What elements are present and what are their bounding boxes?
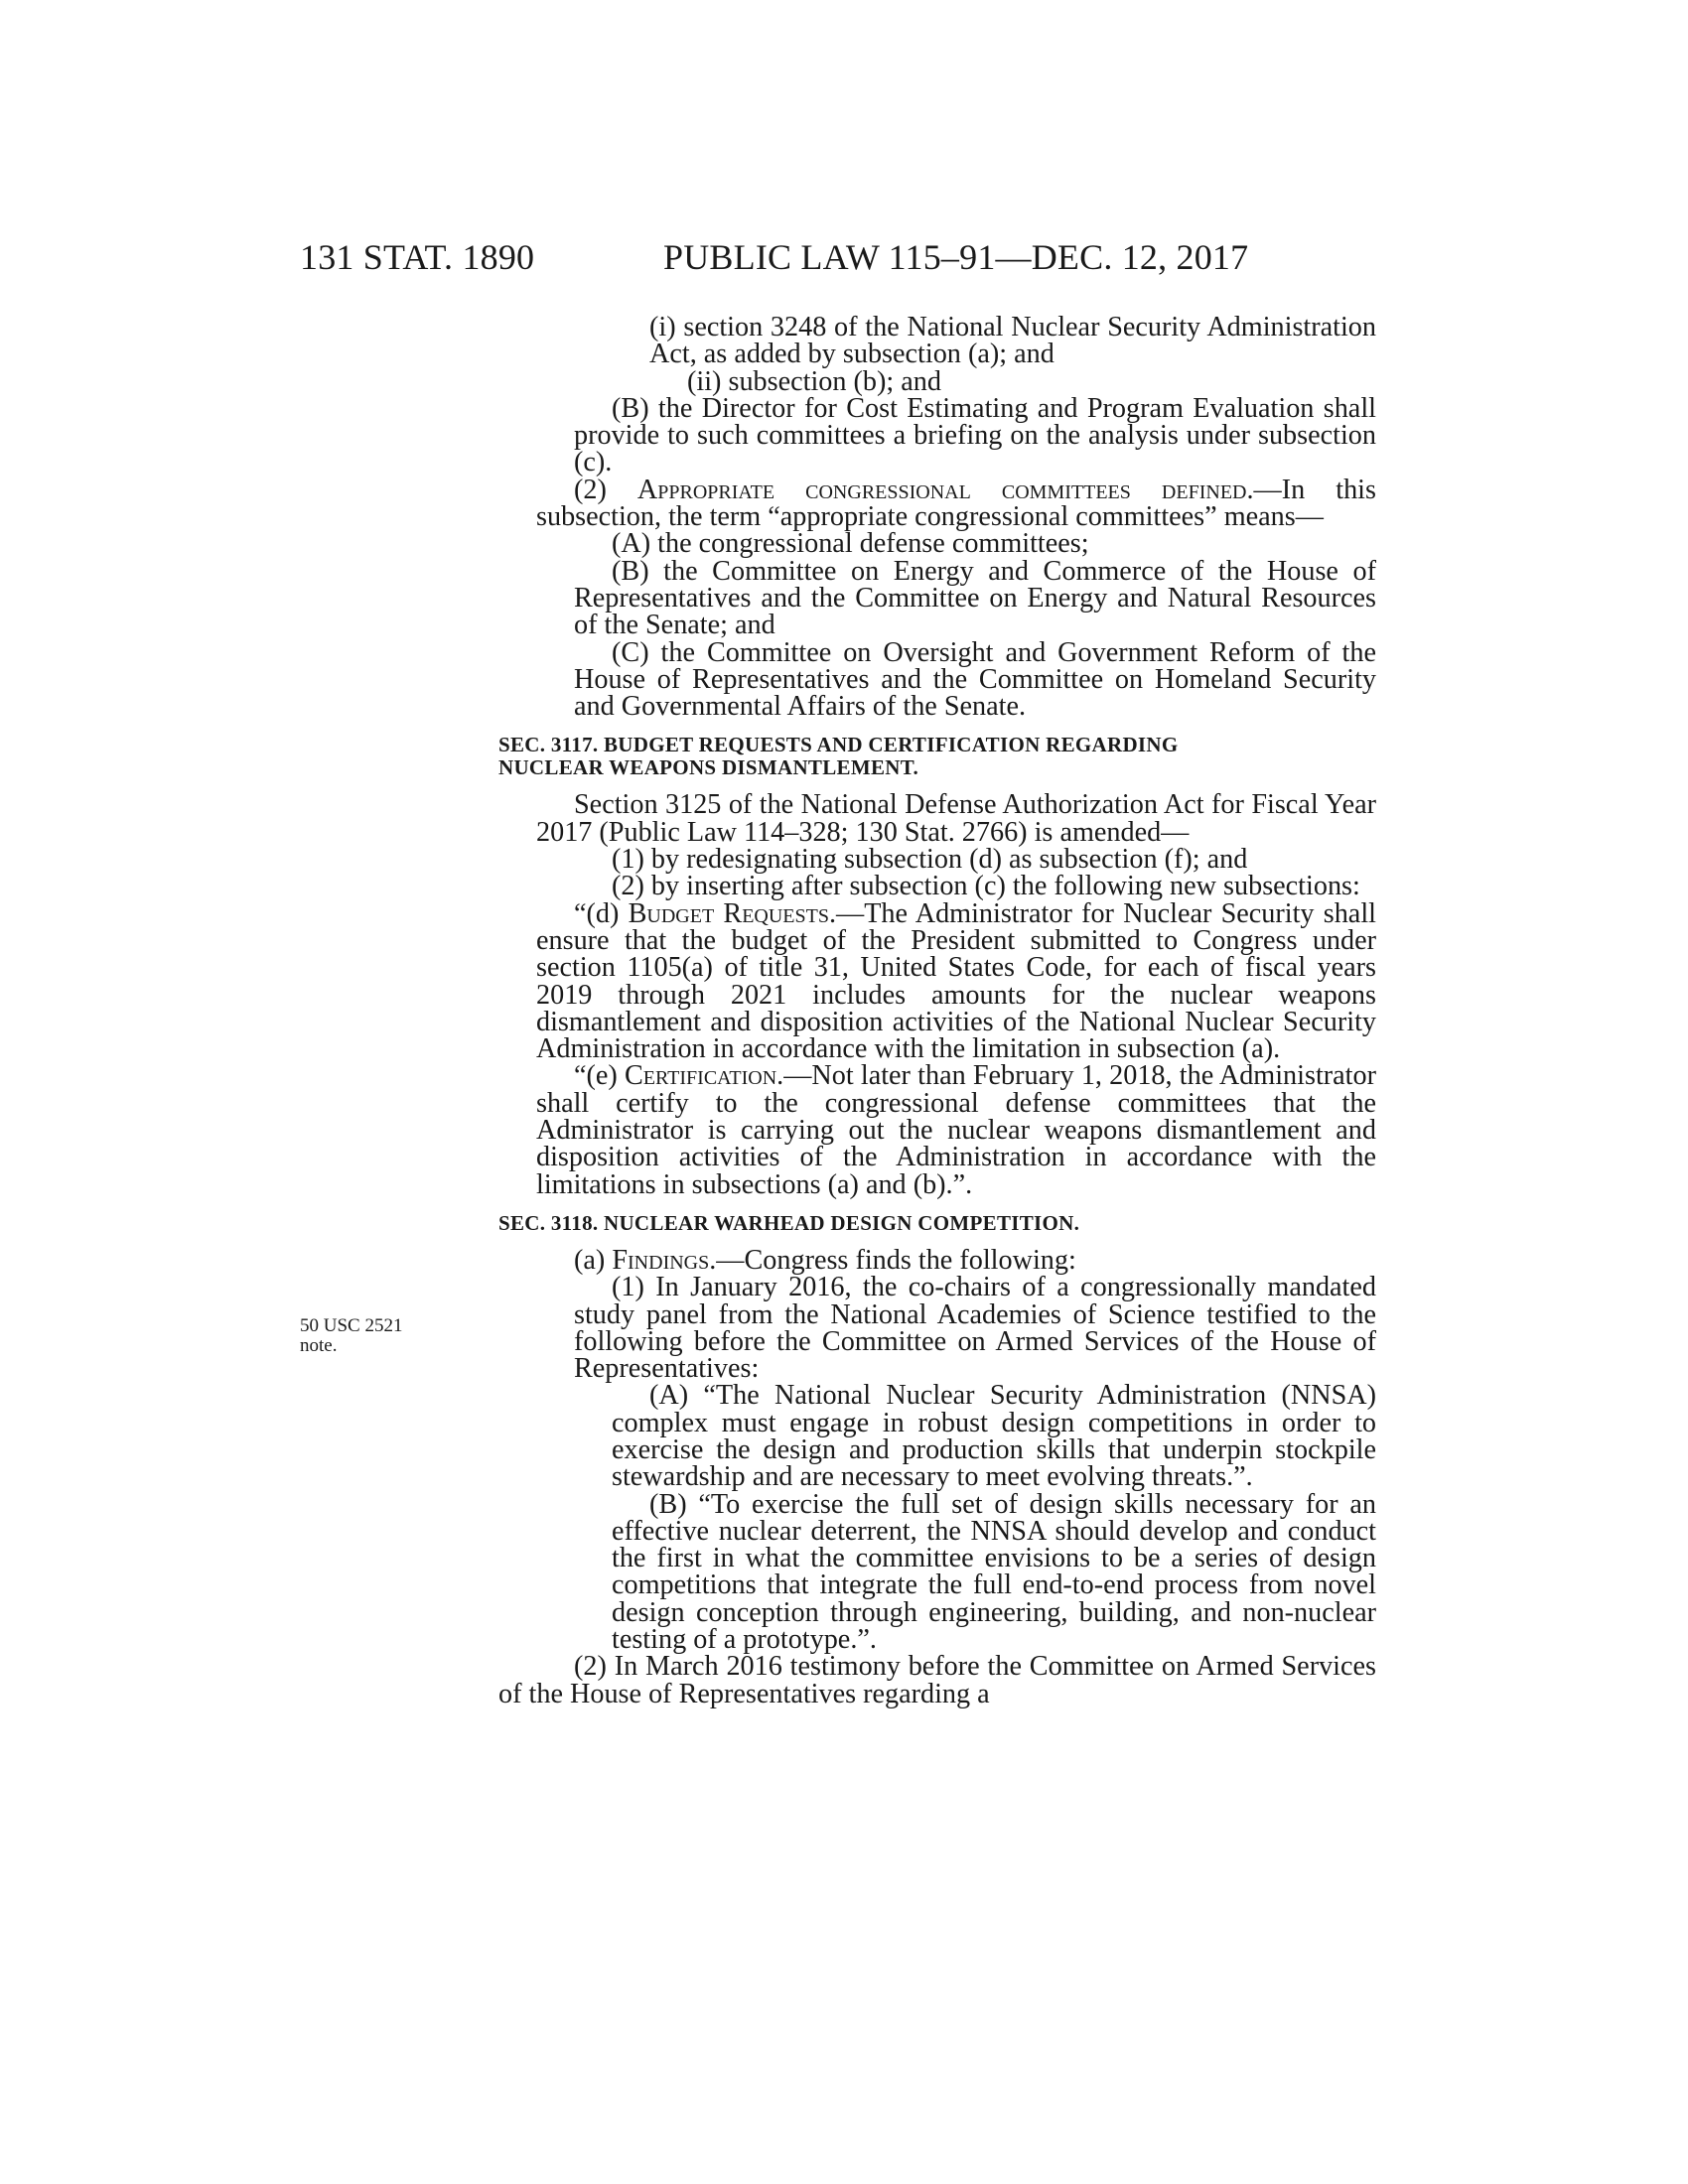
- clause-i: [498, 314, 1376, 368]
- running-header: PUBLIC LAW 115–91—DEC. 12, 2017: [663, 237, 1249, 277]
- clause-ii: (ii) subsection (b); and: [687, 365, 941, 397]
- subsection-heading: Findings: [612, 1244, 710, 1276]
- finding-2: (2) In March 2016 testimony before the Committee on Armed Services of the House of Representatives regarding a: [498, 1651, 1376, 1709]
- section-3117-heading: [498, 734, 1376, 779]
- subsection-text: .—The Administrator for Nuclear Security shall ensure that the budget of the President submitted to Congress under section 1105(a) of title 31, United States Code, for each of fiscal years 2019 through 2021 includes amounts for the nuclear weapons dismantlement and disposition activities of the National Nuclear Security Administration in accordance with the limitation in subsection (a).: [536, 897, 1376, 1065]
- subsection-text: .—Not later than February 1, 2018, the Administrator shall certify to the congressional defense committees that the Administrator is carrying out the nuclear weapons dismantlement and disposition activities of the Administration in accordance with the limitations in subsections (a) and (b).”.: [536, 1060, 1376, 1200]
- subsection-number: “(e): [574, 1060, 625, 1092]
- section-3118-heading: SEC. 3118. NUCLEAR WARHEAD DESIGN COMPETITION.: [498, 1210, 1080, 1235]
- paragraph-2-definitions: [498, 474, 1376, 533]
- finding-1: (1) In January 2016, the co-chairs of a congressionally mandated study panel from the National Academies of Science testified to the following before the Committee on Armed Services of the House of Representatives:: [574, 1272, 1376, 1385]
- margin-note-line1: 50 USC 2521: [300, 1315, 403, 1336]
- page-stat-number: 131 STAT. 1890: [300, 237, 535, 277]
- paragraph-number: (2): [574, 474, 637, 505]
- subparagraph-b2: (B) the Committee on Energy and Commerce of the House of Representatives and the Committee on Energy and Natural Resources of the Senate; and: [574, 555, 1376, 641]
- clause-i-text: (i) section 3248 of the National Nuclear Security Administration Act, as added by subsection (a); and: [649, 312, 1376, 370]
- document-body: [498, 314, 1376, 1707]
- amendment-2: (2) by inserting after subsection (c) the following new subsections:: [612, 871, 1360, 902]
- subparagraph-b: (B) the Director for Cost Estimating and Program Evaluation shall provide to such committees a briefing on the analysis under subsection (c).: [574, 392, 1376, 478]
- subsection-number: “(d): [574, 897, 629, 929]
- subsection-heading: Budget Requests: [628, 897, 829, 929]
- subparagraph-c: (C) the Committee on Oversight and Government Reform of the House of Representatives and the Committee on Homeland Security and Governmental Affairs of the Senate.: [574, 636, 1376, 723]
- subsection-a-findings: [498, 1244, 1376, 1276]
- section-3117-intro: Section 3125 of the National Defense Authorization Act for Fiscal Year 2017 (Public Law 114–328; 130 Stat. 2766) is amended—: [536, 789, 1376, 848]
- subparagraph-a: (A) the congressional defense committees;: [612, 528, 1089, 560]
- amendment-1: (1) by redesignating subsection (d) as subsection (f); and: [612, 844, 1248, 876]
- inserted-subsection-d: [498, 897, 1376, 1065]
- paragraph-text: .—In this subsection, the term “appropriate congressional committees” means—: [536, 474, 1376, 533]
- inserted-subsection-e: [498, 1060, 1376, 1200]
- finding-1-a: (A) “The National Nuclear Security Administration (NNSA) complex must engage in robust design competitions in order to exercise the design and production skills that underpin stockpile stewardship and are necessary to meet evolving threats.”.: [612, 1380, 1376, 1493]
- paragraph-heading: Appropriate congressional committees defined: [636, 474, 1247, 505]
- subsection-heading: Certification: [625, 1060, 777, 1092]
- margin-note-line2: note.: [300, 1335, 338, 1356]
- section-3117-title-line2: NUCLEAR WEAPONS DISMANTLEMENT.: [498, 755, 919, 780]
- finding-1-b: (B) “To exercise the full set of design skills necessary for an effective nuclear deterrent, the NNSA should develop and conduct the first in what the committee envisions to be a series of design competitions that integrate the full end-to-end process from novel design conception through engineering, building, and non-nuclear testing of a prototype.”.: [612, 1488, 1376, 1656]
- subsection-number: (a): [574, 1244, 613, 1276]
- margin-note: [300, 1316, 402, 1356]
- section-3117-title-line1: SEC. 3117. BUDGET REQUESTS AND CERTIFICATION REGARDING: [498, 733, 1179, 757]
- subsection-text: .—Congress finds the following:: [709, 1244, 1076, 1276]
